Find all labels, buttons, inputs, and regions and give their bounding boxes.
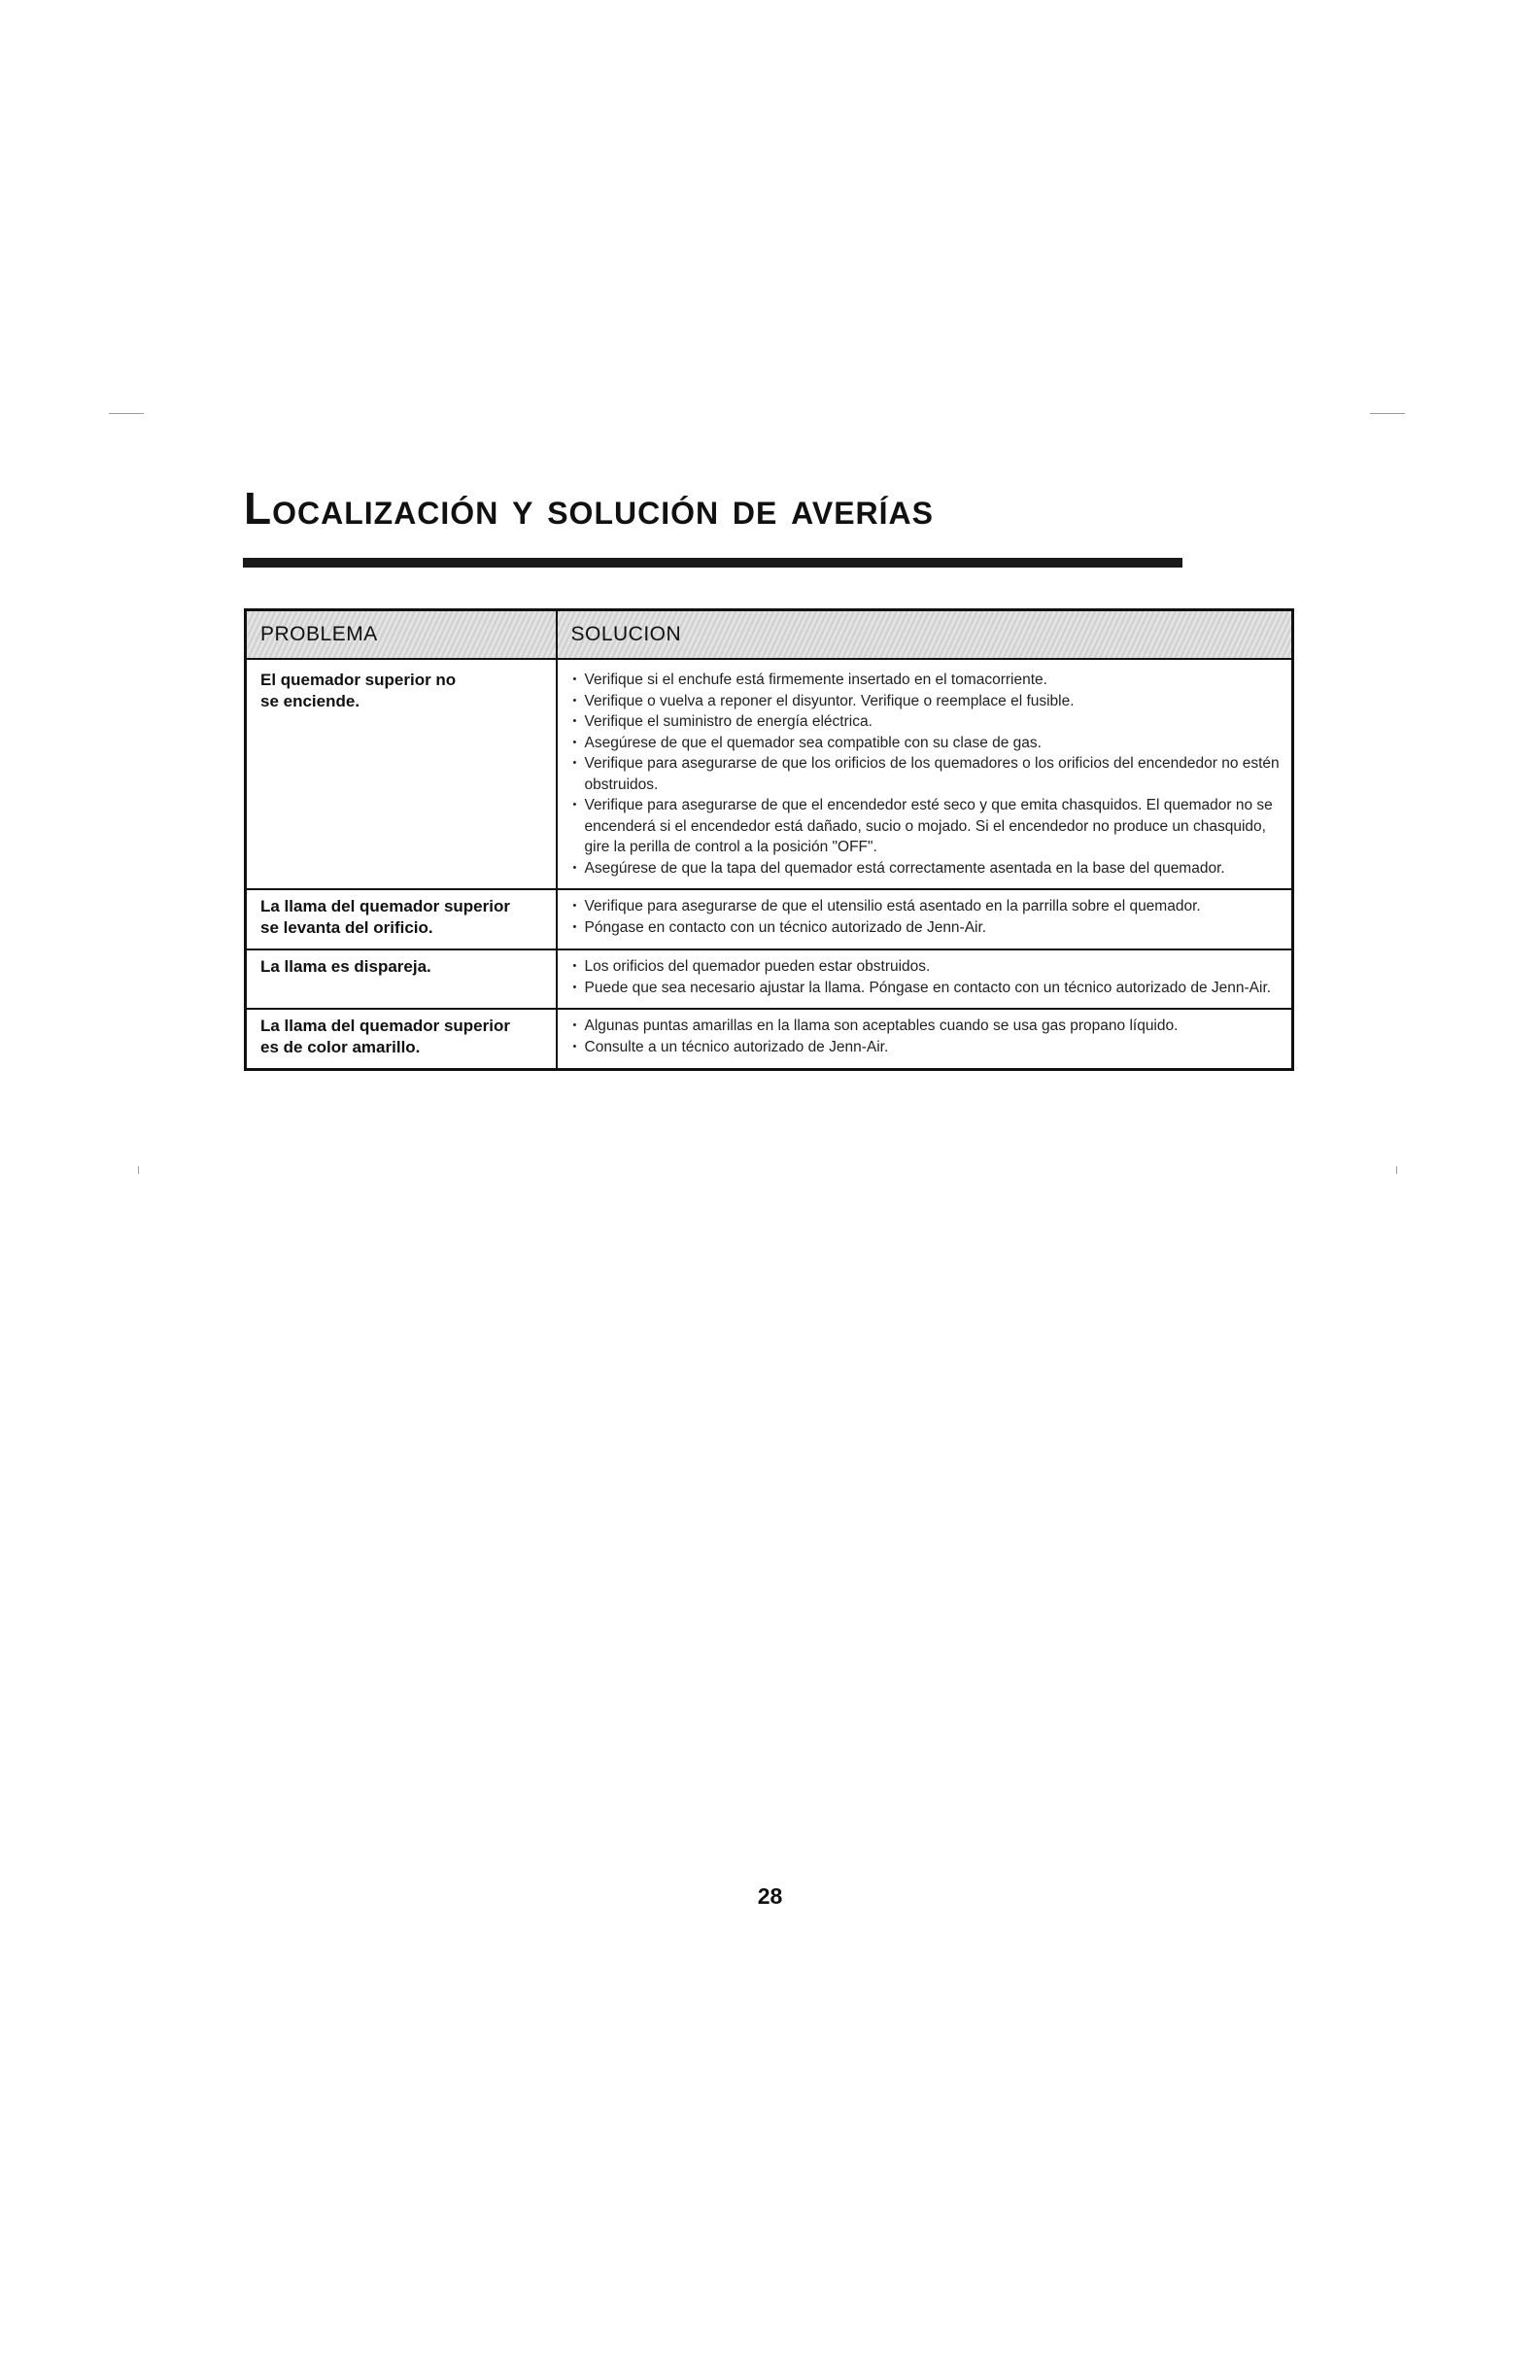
page-number: 28 [757,1883,783,1909]
solution-item: • Algunas puntas amarillas en la llama son aceptables cuando se usa gas propano líquido. [571,1016,1281,1037]
solution-item: • Verifique el suministro de energía eléctrica. [571,711,1281,733]
problem-line: El quemador superior no [260,671,457,689]
solution-item: • Consulte a un técnico autorizado de Jenn-Air. [571,1037,1281,1058]
table-header [246,610,1293,660]
problem-line: es de color amarillo. [260,1038,421,1056]
problem-line: se enciende. [260,692,360,710]
crop-mark-mid-right [1396,1166,1397,1174]
crop-mark-top-right [1370,413,1405,414]
problem-line: La llama del quemador superior [260,897,510,915]
solution-item: • Verifique o vuelva a reponer el disyuntor. Verifique o reemplace el fusible. [571,691,1281,712]
solution-item: • Los orificios del quemador pueden estar obstruidos. [571,956,1281,978]
header-problem: PROBLEMA [246,610,557,660]
solution-item: • Asegúrese de que el quemador sea compatible con su clase de gas. [571,733,1281,754]
solution-item: • Asegúrese de que la tapa del quemador está correctamente asentada en la base del quemador. [571,858,1281,880]
table-row [246,889,1293,949]
problem-line: se levanta del orificio. [260,918,433,937]
solution-item: • Póngase en contacto con un técnico autorizado de Jenn-Air. [571,917,1281,939]
table-row [246,949,1293,1009]
problem-cell [246,1009,557,1070]
solution-item: • Verifique si el enchufe está firmemente insertado en el tomacorriente. [571,670,1281,691]
problem-cell [246,889,557,949]
table-row [246,659,1293,889]
title-underline [243,558,1182,568]
crop-mark-mid-left [138,1166,139,1174]
solution-item: • Verifique para asegurarse de que los orificios de los quemadores o los orificios del encendedor no estén obstruidos. [571,753,1281,795]
header-solution: SOLUCION [557,610,1293,660]
solution-cell [557,659,1293,889]
problem-cell [246,659,557,889]
troubleshooting-table [244,608,1294,1071]
solution-cell [557,889,1293,949]
solution-cell [557,1009,1293,1070]
table-row [246,1009,1293,1070]
problem-line: La llama del quemador superior [260,1017,510,1035]
solution-cell [557,949,1293,1009]
page-title: Localización y solución de averías [244,483,934,534]
solution-item: • Verifique para asegurarse de que el encendedor esté seco y que emita chasquidos. El quemador no se encenderá si el encendedor está dañado, sucio o mojado. Si el encendedor no produce un chasquido, gire la perilla de control a la posición "OFF". [571,795,1281,858]
solution-item: • Puede que sea necesario ajustar la llama. Póngase en contacto con un técnico autorizado de Jenn-Air. [571,978,1281,999]
problem-cell [246,949,557,1009]
problem-line: La llama es dispareja. [260,957,431,976]
crop-mark-top-left [109,413,144,414]
solution-item: • Verifique para asegurarse de que el utensilio está asentado en la parrilla sobre el quemador. [571,896,1281,917]
